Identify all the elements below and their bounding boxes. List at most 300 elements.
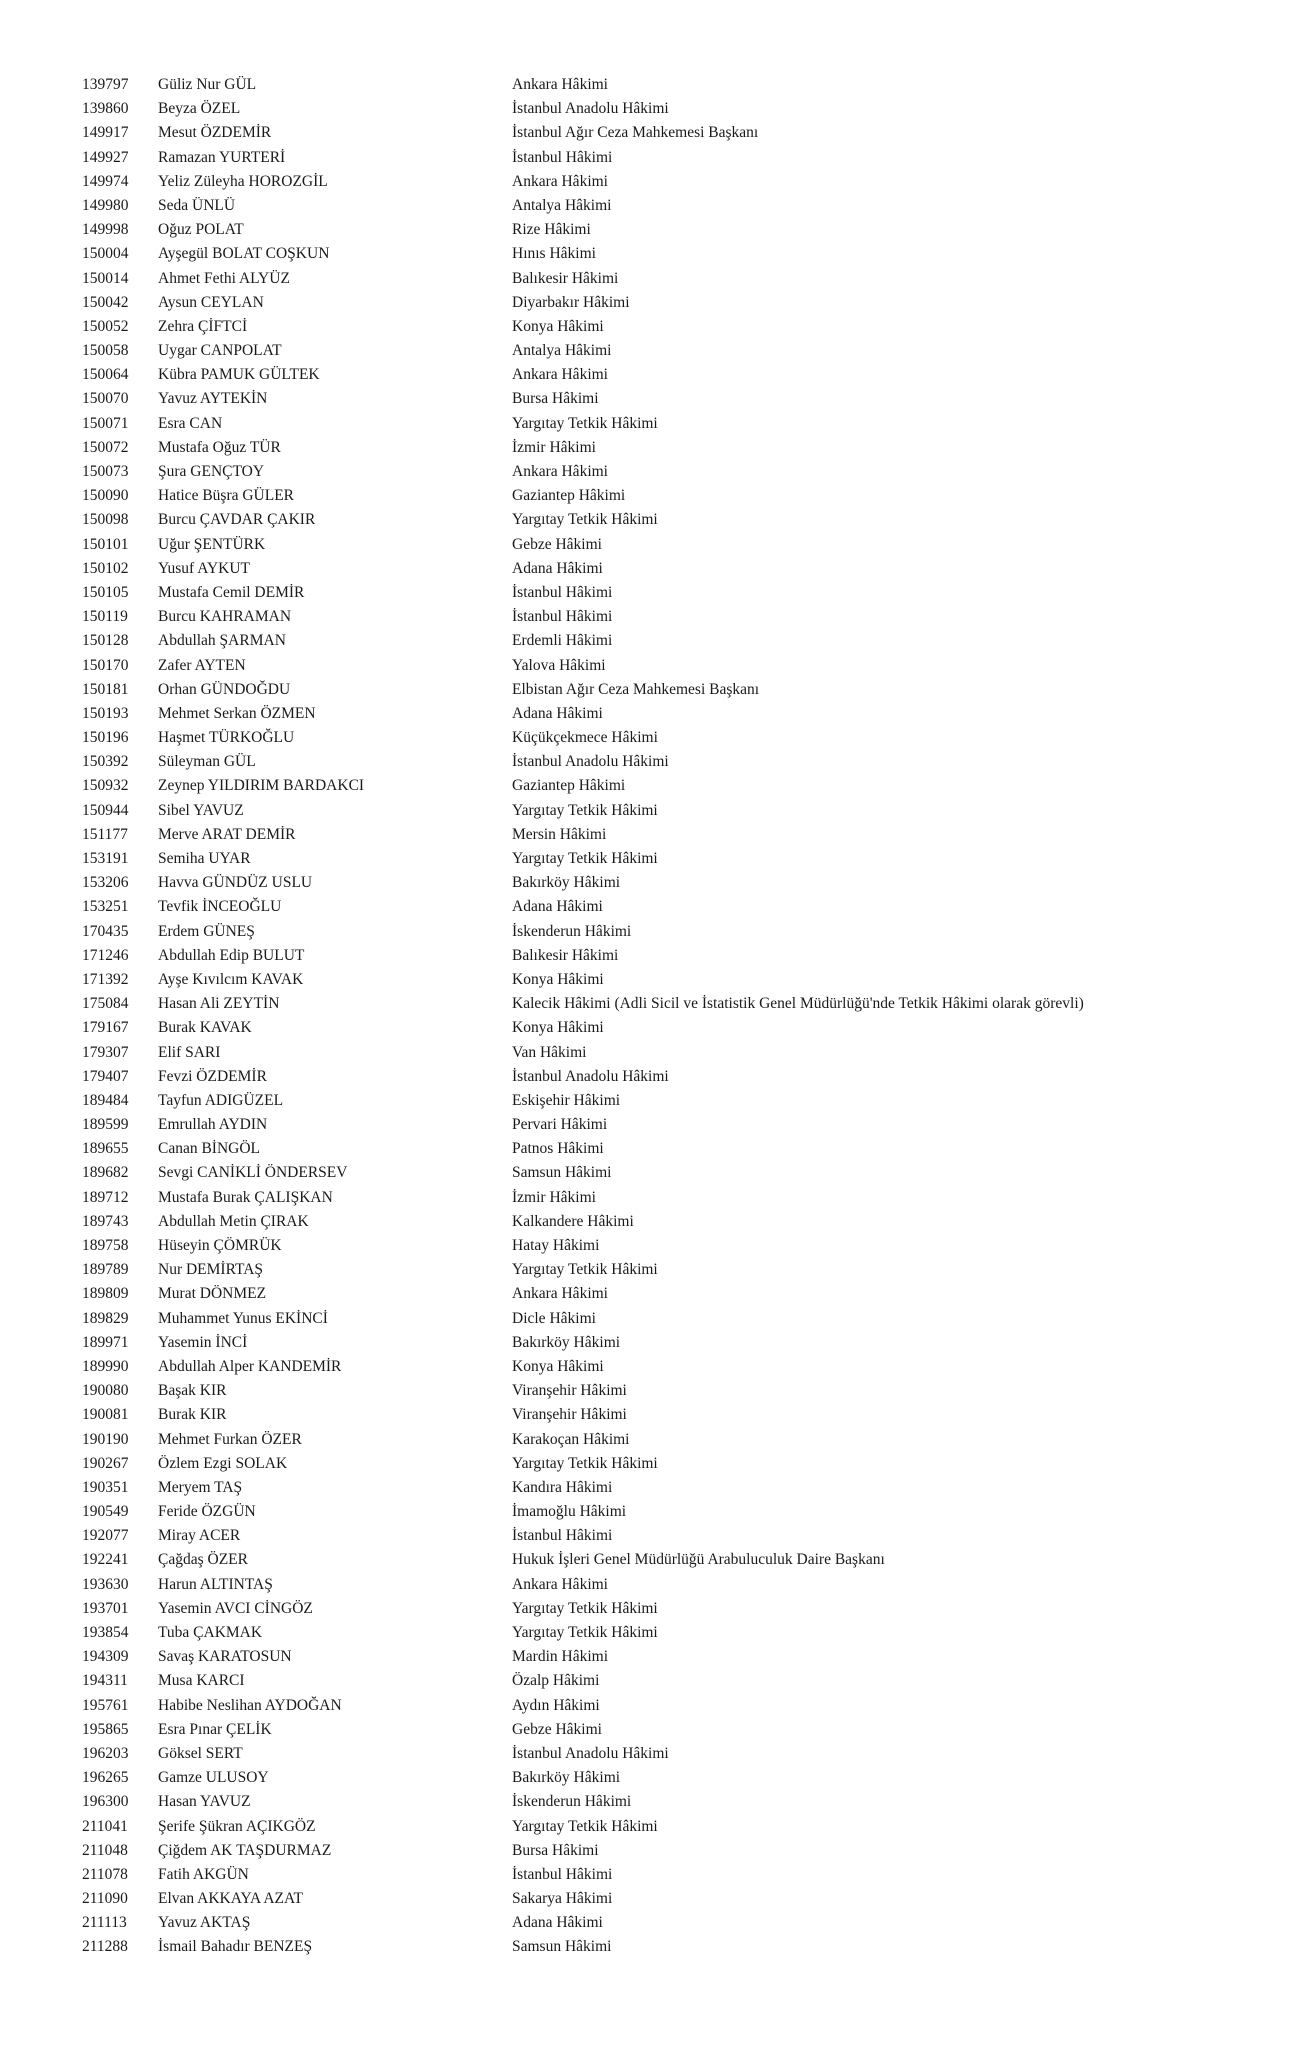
person-name: Yusuf AYKUT (158, 559, 251, 577)
list-item (82, 291, 1282, 315)
assigned-position: Yargıtay Tetkik Hâkimi (512, 511, 658, 529)
assigned-position: Gaziantep Hâkimi (512, 777, 626, 795)
list-item (82, 1766, 1282, 1790)
registry-number: 149927 (82, 148, 129, 166)
list-item (82, 194, 1282, 218)
list-item (82, 1113, 1282, 1137)
person-name: Güliz Nur GÜL (158, 76, 257, 93)
list-item (82, 1210, 1282, 1234)
person-name: Zafer AYTEN (158, 656, 246, 674)
list-item (82, 387, 1282, 411)
list-item (82, 654, 1282, 678)
registry-number: 196265 (82, 1769, 129, 1787)
list-item (82, 460, 1282, 484)
person-name: Elif SARI (158, 1043, 221, 1061)
registry-number: 195761 (82, 1696, 129, 1714)
assigned-position: Antalya Hâkimi (512, 196, 612, 214)
assigned-position: İstanbul Anadolu Hâkimi (512, 1744, 669, 1762)
registry-number: 150073 (82, 463, 129, 480)
assigned-position: Eskişehir Hâkimi (512, 1091, 621, 1109)
list-item (82, 73, 1282, 97)
registry-number: 149998 (82, 221, 129, 239)
person-name: Burak KAVAK (158, 1019, 252, 1037)
person-name: Mesut ÖZDEMİR (158, 124, 272, 142)
list-item (82, 1790, 1282, 1814)
assigned-position: Yargıtay Tetkik Hâkimi (512, 1599, 658, 1617)
registry-number: 189599 (82, 1116, 129, 1134)
person-name: Yasemin İNCİ (158, 1333, 248, 1351)
assigned-position: Adana Hâkimi (512, 704, 603, 722)
person-name: Yeliz Züleyha HOROZGİL (158, 172, 328, 190)
assigned-position: Gaziantep Hâkimi (512, 487, 626, 505)
list-item (82, 847, 1282, 871)
person-name: Hatice Büşra GÜLER (158, 487, 295, 505)
person-name: Havva GÜNDÜZ USLU (158, 874, 313, 892)
person-name: Hasan Ali ZEYTİN (158, 995, 280, 1013)
assigned-position: İstanbul Hâkimi (512, 583, 613, 601)
assigned-position: Balıkesir Hâkimi (512, 946, 619, 964)
list-item (82, 412, 1282, 436)
assigned-position: Kalkandere Hâkimi (512, 1212, 634, 1230)
assigned-position: Konya Hâkimi (512, 1357, 604, 1375)
assigned-position: Viranşehir Hâkimi (512, 1406, 627, 1424)
assigned-position: Karakoçan Hâkimi (512, 1430, 630, 1448)
registry-number: 171246 (82, 946, 129, 964)
registry-number: 195865 (82, 1720, 129, 1738)
list-item (82, 944, 1282, 968)
assigned-position: İstanbul Hâkimi (512, 1527, 613, 1545)
person-name: Hasan YAVUZ (158, 1793, 251, 1811)
person-name: Göksel SERT (158, 1744, 243, 1762)
registry-number: 139797 (82, 76, 129, 93)
list-item (82, 1911, 1282, 1935)
list-item (82, 1669, 1282, 1693)
registry-number: 150102 (82, 559, 129, 577)
person-name: Mehmet Furkan ÖZER (158, 1430, 302, 1448)
list-item (82, 992, 1282, 1016)
registry-number: 170435 (82, 922, 129, 940)
list-item (82, 1186, 1282, 1210)
registry-number: 189743 (82, 1212, 129, 1230)
assigned-position: Ankara Hâkimi (512, 463, 608, 480)
list-item (82, 436, 1282, 460)
assigned-position: Yargıtay Tetkik Hâkimi (512, 850, 658, 867)
assigned-position: Gebze Hâkimi (512, 535, 602, 553)
person-name: Musa KARCI (158, 1672, 245, 1690)
registry-number: 139860 (82, 100, 129, 118)
registry-number: 211041 (82, 1817, 128, 1835)
list-item (82, 146, 1282, 170)
personnel-list (82, 73, 1282, 1960)
list-item (82, 1573, 1282, 1597)
registry-number: 175084 (82, 995, 129, 1013)
assigned-position: Küçükçekmece Hâkimi (512, 729, 658, 747)
person-name: Esra CAN (158, 414, 223, 432)
registry-number: 179307 (82, 1043, 129, 1061)
registry-number: 150392 (82, 753, 129, 771)
assigned-position: İstanbul Anadolu Hâkimi (512, 100, 669, 118)
assigned-position: Yargıtay Tetkik Hâkimi (512, 1454, 658, 1472)
assigned-position: Bakırköy Hâkimi (512, 874, 621, 892)
person-name: Savaş KARATOSUN (158, 1648, 292, 1666)
registry-number: 190267 (82, 1454, 129, 1472)
registry-number: 150090 (82, 487, 129, 505)
list-item (82, 1815, 1282, 1839)
list-item (82, 1379, 1282, 1403)
list-item (82, 1065, 1282, 1089)
list-item (82, 267, 1282, 291)
person-name: İsmail Bahadır BENZEŞ (158, 1938, 313, 1956)
list-item (82, 557, 1282, 581)
assigned-position: İmamoğlu Hâkimi (512, 1503, 627, 1521)
person-name: Murat DÖNMEZ (158, 1285, 267, 1303)
person-name: Şerife Şükran AÇIKGÖZ (158, 1817, 316, 1835)
list-item (82, 1452, 1282, 1476)
list-item (82, 508, 1282, 532)
list-item (82, 484, 1282, 508)
registry-number: 153251 (82, 898, 129, 916)
assigned-position: Diyarbakır Hâkimi (512, 293, 630, 311)
assigned-position: Yargıtay Tetkik Hâkimi (512, 801, 658, 819)
assigned-position: Pervari Hâkimi (512, 1116, 608, 1134)
registry-number: 150052 (82, 317, 129, 335)
registry-number: 211090 (82, 1890, 128, 1908)
registry-number: 190080 (82, 1382, 129, 1400)
person-name: Zehra ÇİFTCİ (158, 317, 248, 335)
assigned-position: Antalya Hâkimi (512, 342, 612, 360)
assigned-position: Bursa Hâkimi (512, 1841, 599, 1859)
list-item (82, 1887, 1282, 1911)
person-name: Abdullah ŞARMAN (158, 632, 286, 650)
list-item (82, 823, 1282, 847)
registry-number: 150004 (82, 245, 129, 263)
assigned-position: İstanbul Hâkimi (512, 608, 613, 626)
person-name: Ayşe Kıvılcım KAVAK (158, 970, 304, 988)
list-item (82, 363, 1282, 387)
assigned-position: Ankara Hâkimi (512, 1575, 608, 1593)
assigned-position: Bakırköy Hâkimi (512, 1333, 621, 1351)
person-name: Burcu KAHRAMAN (158, 608, 292, 626)
registry-number: 179167 (82, 1019, 129, 1037)
registry-number: 150058 (82, 342, 129, 360)
list-item (82, 1016, 1282, 1040)
assigned-position: Yargıtay Tetkik Hâkimi (512, 1817, 658, 1835)
list-item (82, 242, 1282, 266)
registry-number: 150098 (82, 511, 129, 529)
person-name: Oğuz POLAT (158, 221, 244, 239)
person-name: Çağdaş ÖZER (158, 1551, 248, 1569)
registry-number: 150196 (82, 729, 129, 747)
assigned-position: İskenderun Hâkimi (512, 922, 632, 940)
registry-number: 192077 (82, 1527, 129, 1545)
list-item (82, 1355, 1282, 1379)
list-item (82, 895, 1282, 919)
person-name: Fatih AKGÜN (158, 1865, 249, 1883)
assigned-position: Bursa Hâkimi (512, 390, 599, 408)
list-item (82, 1524, 1282, 1548)
person-name: Nur DEMİRTAŞ (158, 1261, 264, 1279)
registry-number: 179407 (82, 1067, 129, 1085)
list-item (82, 1258, 1282, 1282)
assigned-position: Ankara Hâkimi (512, 172, 608, 190)
registry-number: 150072 (82, 438, 129, 456)
assigned-position: İstanbul Anadolu Hâkimi (512, 1067, 669, 1085)
person-name: Uygar CANPOLAT (158, 342, 282, 360)
person-name: Emrullah AYDIN (158, 1116, 268, 1134)
person-name: Mehmet Serkan ÖZMEN (158, 704, 316, 722)
registry-number: 190190 (82, 1430, 129, 1448)
registry-number: 193630 (82, 1575, 129, 1593)
person-name: Beyza ÖZEL (158, 100, 241, 118)
registry-number: 150170 (82, 656, 129, 674)
assigned-position: İstanbul Hâkimi (512, 148, 613, 166)
person-name: Mustafa Oğuz TÜR (158, 438, 281, 456)
person-name: Aysun CEYLAN (158, 293, 264, 311)
registry-number: 211048 (82, 1841, 128, 1859)
registry-number: 196203 (82, 1744, 129, 1762)
list-item (82, 121, 1282, 145)
list-item (82, 702, 1282, 726)
person-name: Özlem Ezgi SOLAK (158, 1454, 288, 1472)
person-name: Semiha UYAR (158, 850, 251, 867)
assigned-position: Yargıtay Tetkik Hâkimi (512, 1624, 658, 1641)
registry-number: 149974 (82, 172, 129, 190)
assigned-position: İstanbul Anadolu Hâkimi (512, 753, 669, 771)
list-item (82, 1331, 1282, 1355)
assigned-position: Konya Hâkimi (512, 317, 604, 335)
person-name: Abdullah Alper KANDEMİR (158, 1357, 342, 1375)
person-name: Harun ALTINTAŞ (158, 1575, 273, 1593)
person-name: Yasemin AVCI CİNGÖZ (158, 1599, 313, 1617)
assigned-position: Konya Hâkimi (512, 970, 604, 988)
person-name: Şura GENÇTOY (158, 463, 265, 480)
registry-number: 150070 (82, 390, 129, 408)
person-name: Orhan GÜNDOĞDU (158, 680, 291, 698)
registry-number: 150105 (82, 583, 129, 601)
registry-number: 151177 (82, 825, 128, 843)
person-name: Burak KIR (158, 1406, 227, 1424)
list-item (82, 170, 1282, 194)
assigned-position: Konya Hâkimi (512, 1019, 604, 1037)
person-name: Tuba ÇAKMAK (158, 1624, 263, 1641)
person-name: Canan BİNGÖL (158, 1140, 261, 1158)
list-item (82, 1476, 1282, 1500)
registry-number: 190351 (82, 1478, 129, 1496)
registry-number: 189655 (82, 1140, 129, 1158)
registry-number: 189829 (82, 1309, 129, 1327)
registry-number: 150042 (82, 293, 129, 311)
person-name: Başak KIR (158, 1382, 227, 1400)
assigned-position: Adana Hâkimi (512, 1914, 603, 1932)
registry-number: 153206 (82, 874, 129, 892)
person-name: Erdem GÜNEŞ (158, 922, 255, 940)
assigned-position: Viranşehir Hâkimi (512, 1382, 627, 1400)
list-item (82, 1428, 1282, 1452)
registry-number: 196300 (82, 1793, 129, 1811)
person-name: Feride ÖZGÜN (158, 1503, 256, 1521)
list-item (82, 920, 1282, 944)
person-name: Zeynep YILDIRIM BARDAKCI (158, 777, 365, 795)
assigned-position: Kandıra Hâkimi (512, 1478, 613, 1496)
person-name: Mustafa Burak ÇALIŞKAN (158, 1188, 333, 1206)
registry-number: 150071 (82, 414, 129, 432)
registry-number: 211078 (82, 1865, 128, 1883)
registry-number: 189789 (82, 1261, 129, 1279)
assigned-position: Yargıtay Tetkik Hâkimi (512, 414, 658, 432)
assigned-position: Bakırköy Hâkimi (512, 1769, 621, 1787)
assigned-position: Erdemli Hâkimi (512, 632, 613, 650)
person-name: Çiğdem AK TAŞDURMAZ (158, 1841, 332, 1859)
assigned-position: Hukuk İşleri Genel Müdürlüğü Arabuluculuk Daire Başkanı (512, 1551, 885, 1569)
registry-number: 150193 (82, 704, 129, 722)
registry-number: 150101 (82, 535, 129, 553)
registry-number: 189484 (82, 1091, 129, 1109)
registry-number: 211113 (82, 1914, 127, 1932)
registry-number: 149980 (82, 196, 129, 214)
assigned-position: Adana Hâkimi (512, 898, 603, 916)
assigned-position: Van Hâkimi (512, 1043, 587, 1061)
registry-number: 189712 (82, 1188, 129, 1206)
list-item (82, 1863, 1282, 1887)
person-name: Ahmet Fethi ALYÜZ (158, 269, 290, 287)
list-item (82, 678, 1282, 702)
list-item (82, 1597, 1282, 1621)
person-name: Esra Pınar ÇELİK (158, 1720, 272, 1738)
list-item (82, 1307, 1282, 1331)
registry-number: 189971 (82, 1333, 129, 1351)
registry-number: 171392 (82, 970, 129, 988)
registry-number: 190081 (82, 1406, 129, 1424)
list-item (82, 629, 1282, 653)
assigned-position: İskenderun Hâkimi (512, 1793, 632, 1811)
list-item (82, 750, 1282, 774)
assigned-position: Aydın Hâkimi (512, 1696, 600, 1714)
person-name: Uğur ŞENTÜRK (158, 535, 266, 553)
registry-number: 189758 (82, 1237, 129, 1254)
assigned-position: Rize Hâkimi (512, 221, 591, 239)
person-name: Mustafa Cemil DEMİR (158, 583, 305, 601)
assigned-position: Balıkesir Hâkimi (512, 269, 619, 287)
list-item (82, 1089, 1282, 1113)
person-name: Meryem TAŞ (158, 1478, 243, 1496)
assigned-position: Gebze Hâkimi (512, 1720, 602, 1738)
assigned-position: Samsun Hâkimi (512, 1938, 612, 1956)
registry-number: 150128 (82, 632, 129, 650)
registry-number: 193701 (82, 1599, 129, 1617)
list-item (82, 315, 1282, 339)
person-name: Elvan AKKAYA AZAT (158, 1890, 303, 1908)
assigned-position: Ankara Hâkimi (512, 1285, 608, 1303)
person-name: Burcu ÇAVDAR ÇAKIR (158, 511, 316, 529)
person-name: Tevfik İNCEOĞLU (158, 898, 282, 916)
list-item (82, 774, 1282, 798)
list-item (82, 799, 1282, 823)
list-item (82, 968, 1282, 992)
person-name: Hüseyin ÇÖMRÜK (158, 1237, 282, 1254)
list-item (82, 1694, 1282, 1718)
assigned-position: Hatay Hâkimi (512, 1237, 600, 1254)
assigned-position: Dicle Hâkimi (512, 1309, 596, 1327)
person-name: Merve ARAT DEMİR (158, 825, 296, 843)
assigned-position: Sakarya Hâkimi (512, 1890, 613, 1908)
registry-number: 190549 (82, 1503, 129, 1521)
list-item (82, 533, 1282, 557)
list-item (82, 1161, 1282, 1185)
assigned-position: Yalova Hâkimi (512, 656, 606, 674)
assigned-position: Patnos Hâkimi (512, 1140, 604, 1158)
person-name: Gamze ULUSOY (158, 1769, 269, 1787)
registry-number: 189990 (82, 1357, 129, 1375)
registry-number: 150944 (82, 801, 129, 819)
person-name: Kübra PAMUK GÜLTEK (158, 366, 320, 384)
assigned-position: Samsun Hâkimi (512, 1164, 612, 1182)
registry-number: 193854 (82, 1624, 129, 1641)
list-item (82, 581, 1282, 605)
person-name: Ayşegül BOLAT COŞKUN (158, 245, 330, 263)
list-item (82, 1041, 1282, 1065)
registry-number: 189809 (82, 1285, 129, 1303)
assigned-position: İstanbul Ağır Ceza Mahkemesi Başkanı (512, 124, 759, 142)
list-item (82, 1548, 1282, 1572)
registry-number: 189682 (82, 1164, 129, 1182)
assigned-position: Mardin Hâkimi (512, 1648, 608, 1666)
list-item (82, 1935, 1282, 1959)
person-name: Miray ACER (158, 1527, 241, 1545)
person-name: Ramazan YURTERİ (158, 148, 286, 166)
person-name: Abdullah Edip BULUT (158, 946, 305, 964)
assigned-position: İzmir Hâkimi (512, 438, 596, 456)
registry-number: 150064 (82, 366, 129, 384)
registry-number: 194309 (82, 1648, 129, 1666)
person-name: Süleyman GÜL (158, 753, 256, 771)
registry-number: 149917 (82, 124, 129, 142)
person-name: Tayfun ADIGÜZEL (158, 1091, 284, 1109)
list-item (82, 1718, 1282, 1742)
person-name: Seda ÜNLÜ (158, 196, 236, 214)
list-item (82, 339, 1282, 363)
registry-number: 150181 (82, 680, 129, 698)
registry-number: 192241 (82, 1551, 129, 1569)
registry-number: 150932 (82, 777, 129, 795)
assigned-position: İstanbul Hâkimi (512, 1865, 613, 1883)
assigned-position: Mersin Hâkimi (512, 825, 607, 843)
person-name: Sibel YAVUZ (158, 801, 244, 819)
person-name: Yavuz AKTAŞ (158, 1914, 251, 1932)
list-item (82, 726, 1282, 750)
assigned-position: Ankara Hâkimi (512, 366, 608, 384)
list-item (82, 1621, 1282, 1645)
person-name: Abdullah Metin ÇIRAK (158, 1212, 309, 1230)
registry-number: 153191 (82, 850, 129, 867)
assigned-position: Yargıtay Tetkik Hâkimi (512, 1261, 658, 1279)
person-name: Muhammet Yunus EKİNCİ (158, 1309, 328, 1327)
registry-number: 150014 (82, 269, 129, 287)
assigned-position: Kalecik Hâkimi (Adli Sicil ve İstatistik Genel Müdürlüğü'nde Tetkik Hâkimi olarak görevli) (512, 995, 1084, 1013)
person-name: Sevgi CANİKLİ ÖNDERSEV (158, 1164, 348, 1182)
list-item (82, 1282, 1282, 1306)
list-item (82, 1742, 1282, 1766)
list-item (82, 1403, 1282, 1427)
list-item (82, 1137, 1282, 1161)
registry-number: 194311 (82, 1672, 128, 1690)
list-item (82, 218, 1282, 242)
list-item (82, 1645, 1282, 1669)
person-name: Habibe Neslihan AYDOĞAN (158, 1696, 342, 1714)
assigned-position: Ankara Hâkimi (512, 76, 608, 93)
assigned-position: İzmir Hâkimi (512, 1188, 596, 1206)
list-item (82, 1234, 1282, 1258)
list-item (82, 97, 1282, 121)
